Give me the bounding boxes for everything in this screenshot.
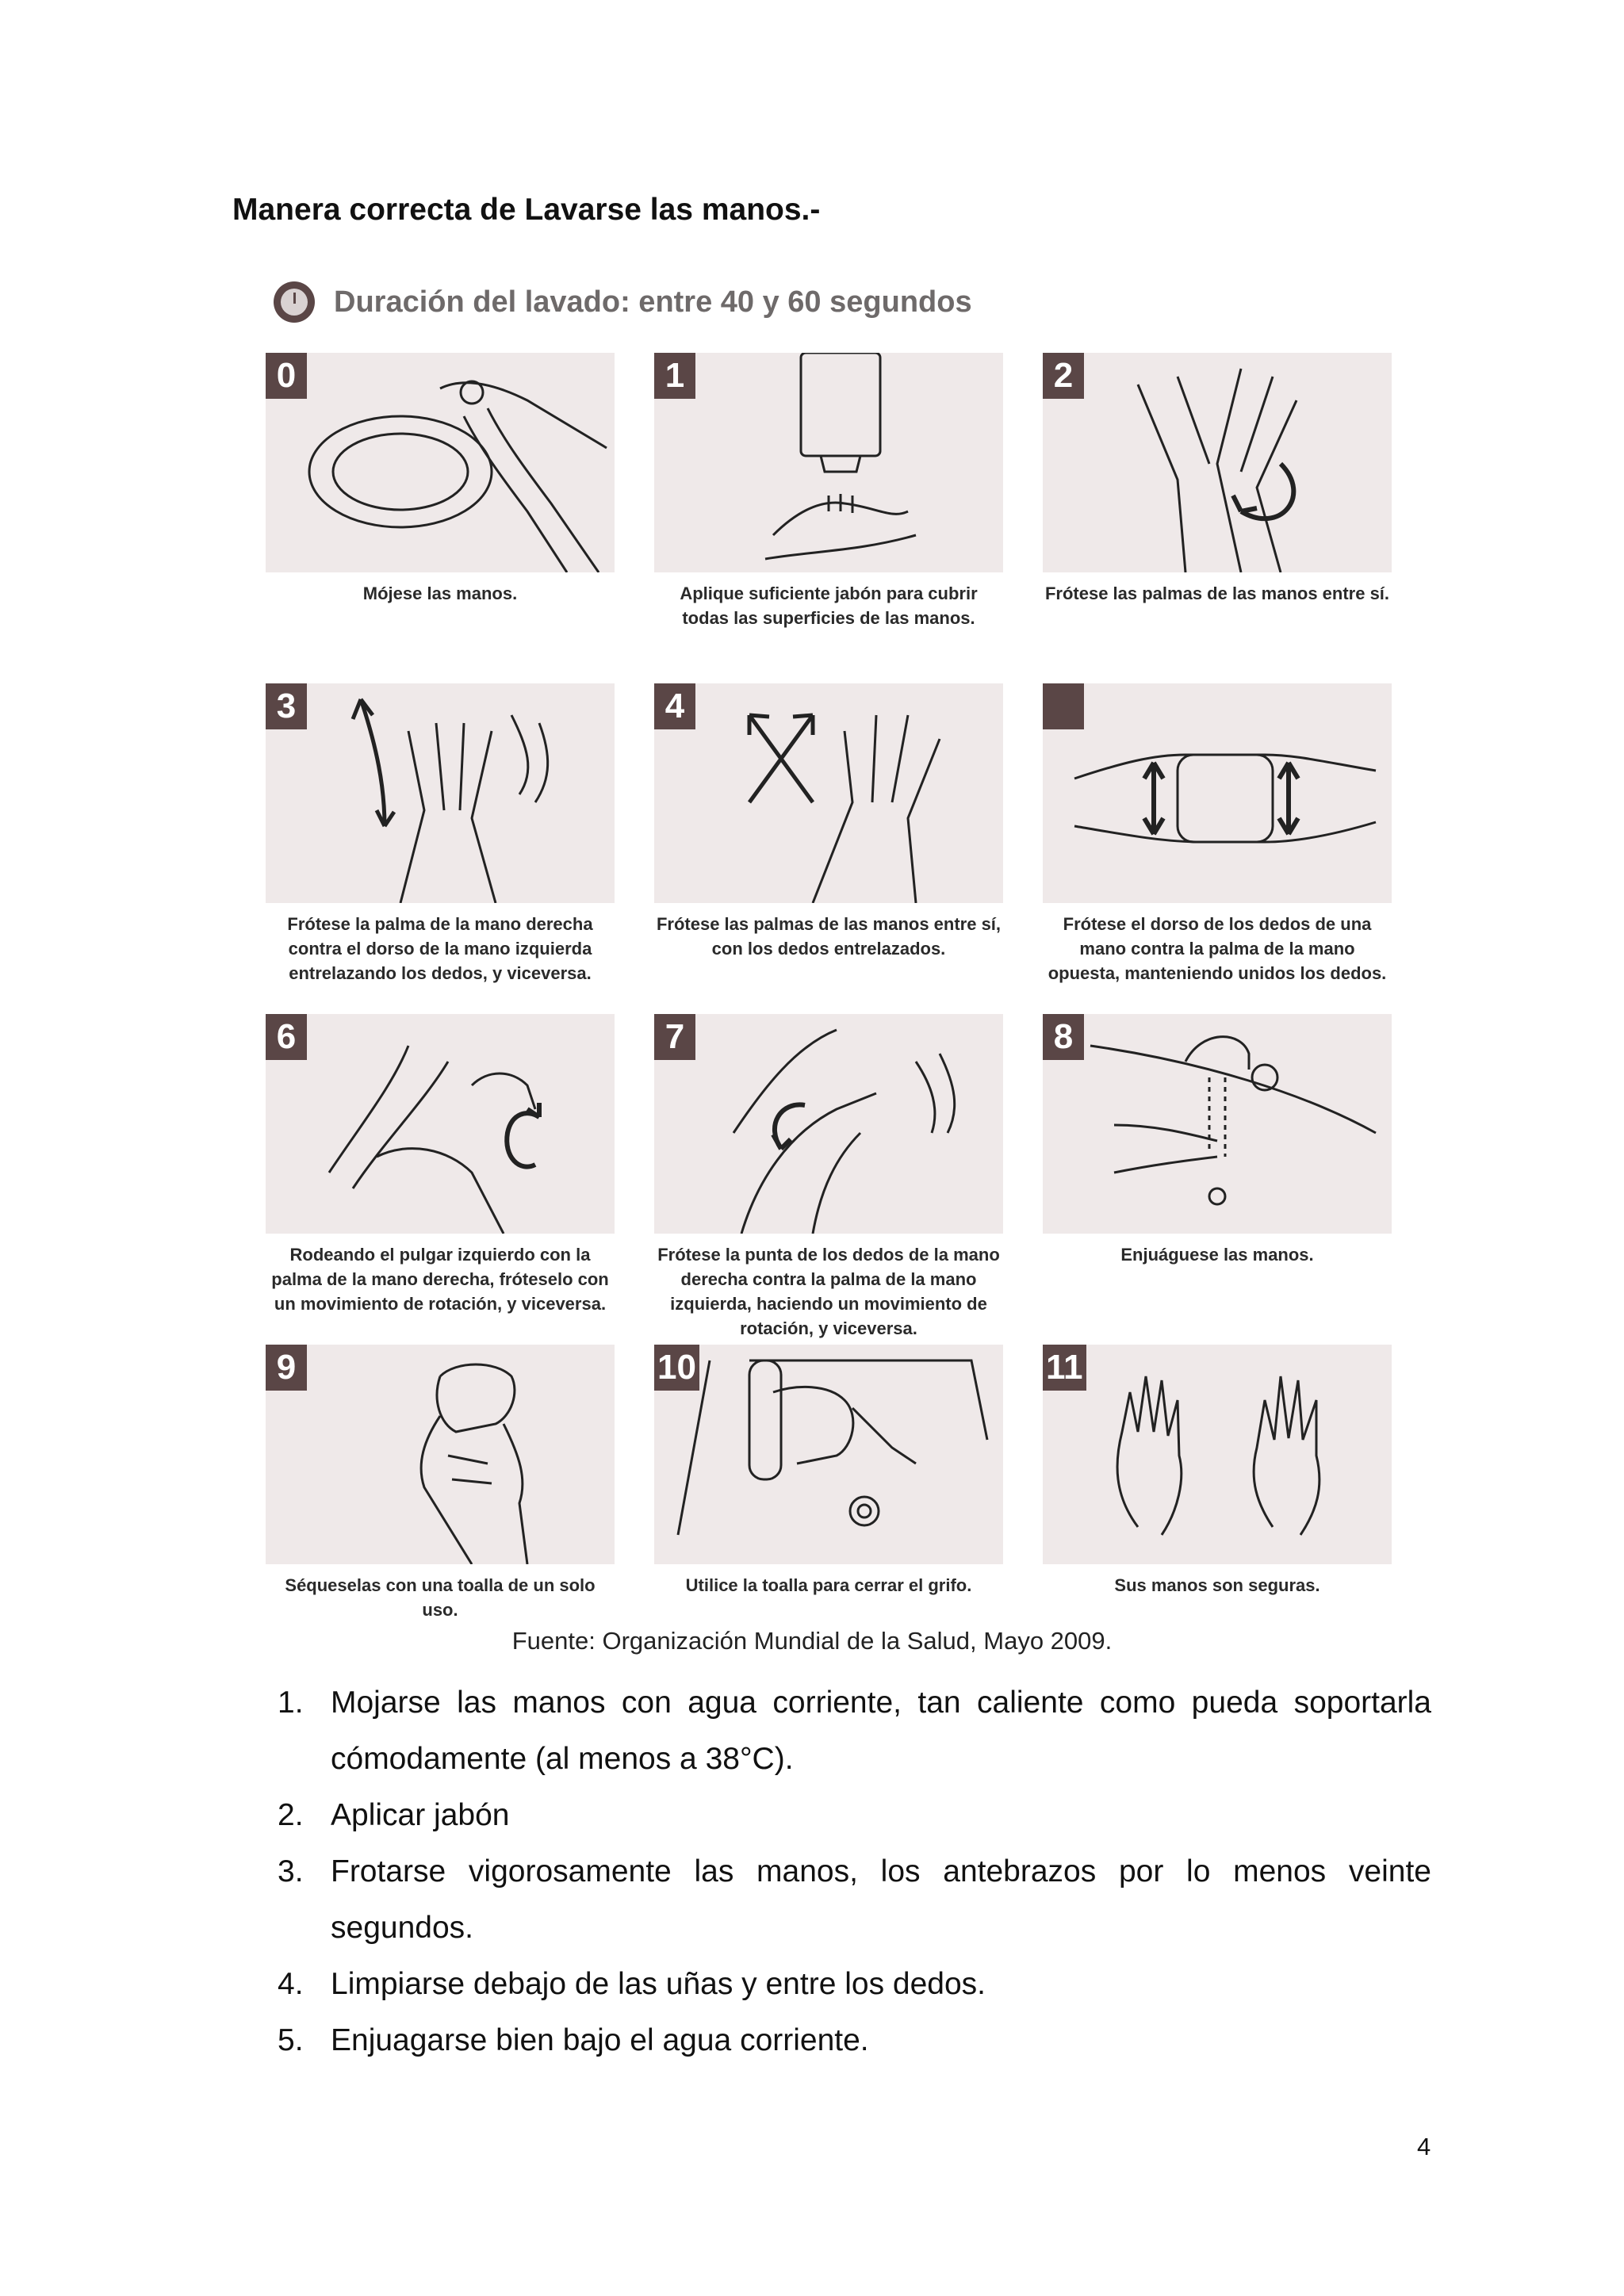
step-10 bbox=[654, 1345, 1003, 1658]
step-caption: Frótese las palmas de las manos entre sí. bbox=[1044, 584, 1390, 603]
list-item-text: Limpiarse debajo de las uñas y entre los dedos. bbox=[331, 1967, 986, 2001]
step-caption: Frótese la punta de los dedos de la mano derecha contra la palma de la mano izquierda, haciendo un movimiento de rotación, y viceversa. bbox=[657, 1245, 1000, 1338]
step-illustration bbox=[266, 683, 615, 903]
list-item bbox=[278, 1956, 1431, 2012]
step-caption: Frótese las palmas de las manos entre sí, con los dedos entrelazados. bbox=[656, 914, 1002, 959]
handwashing-poster bbox=[266, 262, 1392, 1620]
back-of-fingers-icon bbox=[1043, 683, 1392, 903]
list-item bbox=[278, 1674, 1431, 1787]
clean-hands-icon bbox=[1043, 1345, 1392, 1564]
step-illustration bbox=[654, 1014, 1003, 1234]
step-9 bbox=[266, 1345, 615, 1658]
step-illustration bbox=[654, 683, 1003, 903]
step-illustration bbox=[1043, 1014, 1392, 1234]
step-number bbox=[1043, 683, 1084, 729]
list-item-number: 3. bbox=[278, 1854, 304, 1888]
rinse-hands-icon bbox=[1043, 1014, 1392, 1234]
step-1 bbox=[654, 353, 1003, 666]
page-number: 4 bbox=[1417, 2133, 1431, 2160]
step-number: 9 bbox=[266, 1345, 307, 1391]
step-11 bbox=[1043, 1345, 1392, 1658]
step-number: 3 bbox=[266, 683, 307, 729]
step-illustration bbox=[654, 1345, 1003, 1564]
step-number: 1 bbox=[654, 353, 695, 399]
step-number: 6 bbox=[266, 1014, 307, 1060]
step-illustration bbox=[1043, 353, 1392, 572]
list-item bbox=[278, 1787, 1431, 1843]
list-item-number: 4. bbox=[278, 1967, 304, 2001]
dry-hands-icon bbox=[266, 1345, 615, 1564]
step-number: 7 bbox=[654, 1014, 695, 1060]
step-number: 4 bbox=[654, 683, 695, 729]
step-7 bbox=[654, 1014, 1003, 1338]
step-caption: Mójese las manos. bbox=[362, 584, 518, 603]
step-illustration bbox=[1043, 1345, 1392, 1564]
interlace-back-icon bbox=[266, 683, 615, 903]
step-illustration bbox=[1043, 683, 1392, 903]
rotate-thumb-icon bbox=[266, 1014, 615, 1234]
step-caption: Utilice la toalla para cerrar el grifo. bbox=[685, 1575, 972, 1595]
step-illustration bbox=[266, 1345, 615, 1564]
step-number: 8 bbox=[1043, 1014, 1084, 1060]
step-number: 0 bbox=[266, 353, 307, 399]
step-number: 10 bbox=[654, 1345, 699, 1391]
page-heading: Manera correcta de Lavarse las manos.- bbox=[232, 193, 821, 227]
step-0 bbox=[266, 353, 615, 666]
list-item bbox=[278, 1843, 1431, 1956]
step-3 bbox=[266, 683, 615, 997]
step-number: 11 bbox=[1043, 1345, 1086, 1391]
list-item-text: Mojarse las manos con agua corriente, tan caliente como pueda soportarla cómodamente (al menos a 38°C). bbox=[331, 1686, 1431, 1776]
list-item-text: Aplicar jabón bbox=[331, 1798, 510, 1832]
poster-title bbox=[274, 277, 972, 327]
wet-hands-icon bbox=[266, 353, 615, 572]
step-2 bbox=[1043, 353, 1392, 666]
close-tap-icon bbox=[654, 1345, 1003, 1564]
soap-dispenser-icon bbox=[654, 353, 1003, 572]
interlace-fingers-icon bbox=[654, 683, 1003, 903]
figure-source: Fuente: Organización Mundial de la Salud, Mayo 2009. bbox=[511, 1627, 1113, 1655]
step-illustration bbox=[654, 353, 1003, 572]
step-5 bbox=[1043, 683, 1392, 997]
clock-icon bbox=[274, 281, 315, 323]
step-caption: Aplique suficiente jabón para cubrir todas las superficies de las manos. bbox=[680, 584, 978, 628]
step-illustration bbox=[266, 353, 615, 572]
list-item-number: 5. bbox=[278, 2023, 304, 2057]
poster-title-text: Duración del lavado: entre 40 y 60 segundos bbox=[334, 285, 972, 319]
step-8 bbox=[1043, 1014, 1392, 1327]
step-6 bbox=[266, 1014, 615, 1327]
step-caption: Frótese la palma de la mano derecha contra el dorso de la mano izquierda entrelazando los dedos, y viceversa. bbox=[287, 914, 593, 983]
rub-palms-icon bbox=[1043, 353, 1392, 572]
step-caption: Frótese el dorso de los dedos de una mano contra la palma de la mano opuesta, manteniendo unidos los dedos. bbox=[1048, 914, 1387, 983]
step-illustration bbox=[266, 1014, 615, 1234]
step-4 bbox=[654, 683, 1003, 997]
step-number: 2 bbox=[1043, 353, 1084, 399]
list-item-number: 1. bbox=[278, 1686, 304, 1720]
step-caption: Enjuáguese las manos. bbox=[1120, 1245, 1314, 1265]
fingertips-rotation-icon bbox=[654, 1014, 1003, 1234]
list-item bbox=[278, 2012, 1431, 2068]
list-item-number: 2. bbox=[278, 1798, 304, 1832]
step-caption: Séqueselas con una toalla de un solo uso. bbox=[285, 1575, 596, 1620]
instructions-list bbox=[278, 1674, 1431, 2068]
step-caption: Rodeando el pulgar izquierdo con la palma de la mano derecha, fróteselo con un movimiento de rotación, y viceversa. bbox=[271, 1245, 609, 1314]
list-item-text: Enjuagarse bien bajo el agua corriente. bbox=[331, 2023, 869, 2057]
list-item-text: Frotarse vigorosamente las manos, los antebrazos por lo menos veinte segundos. bbox=[331, 1854, 1431, 1945]
step-caption: Sus manos son seguras. bbox=[1114, 1575, 1320, 1595]
